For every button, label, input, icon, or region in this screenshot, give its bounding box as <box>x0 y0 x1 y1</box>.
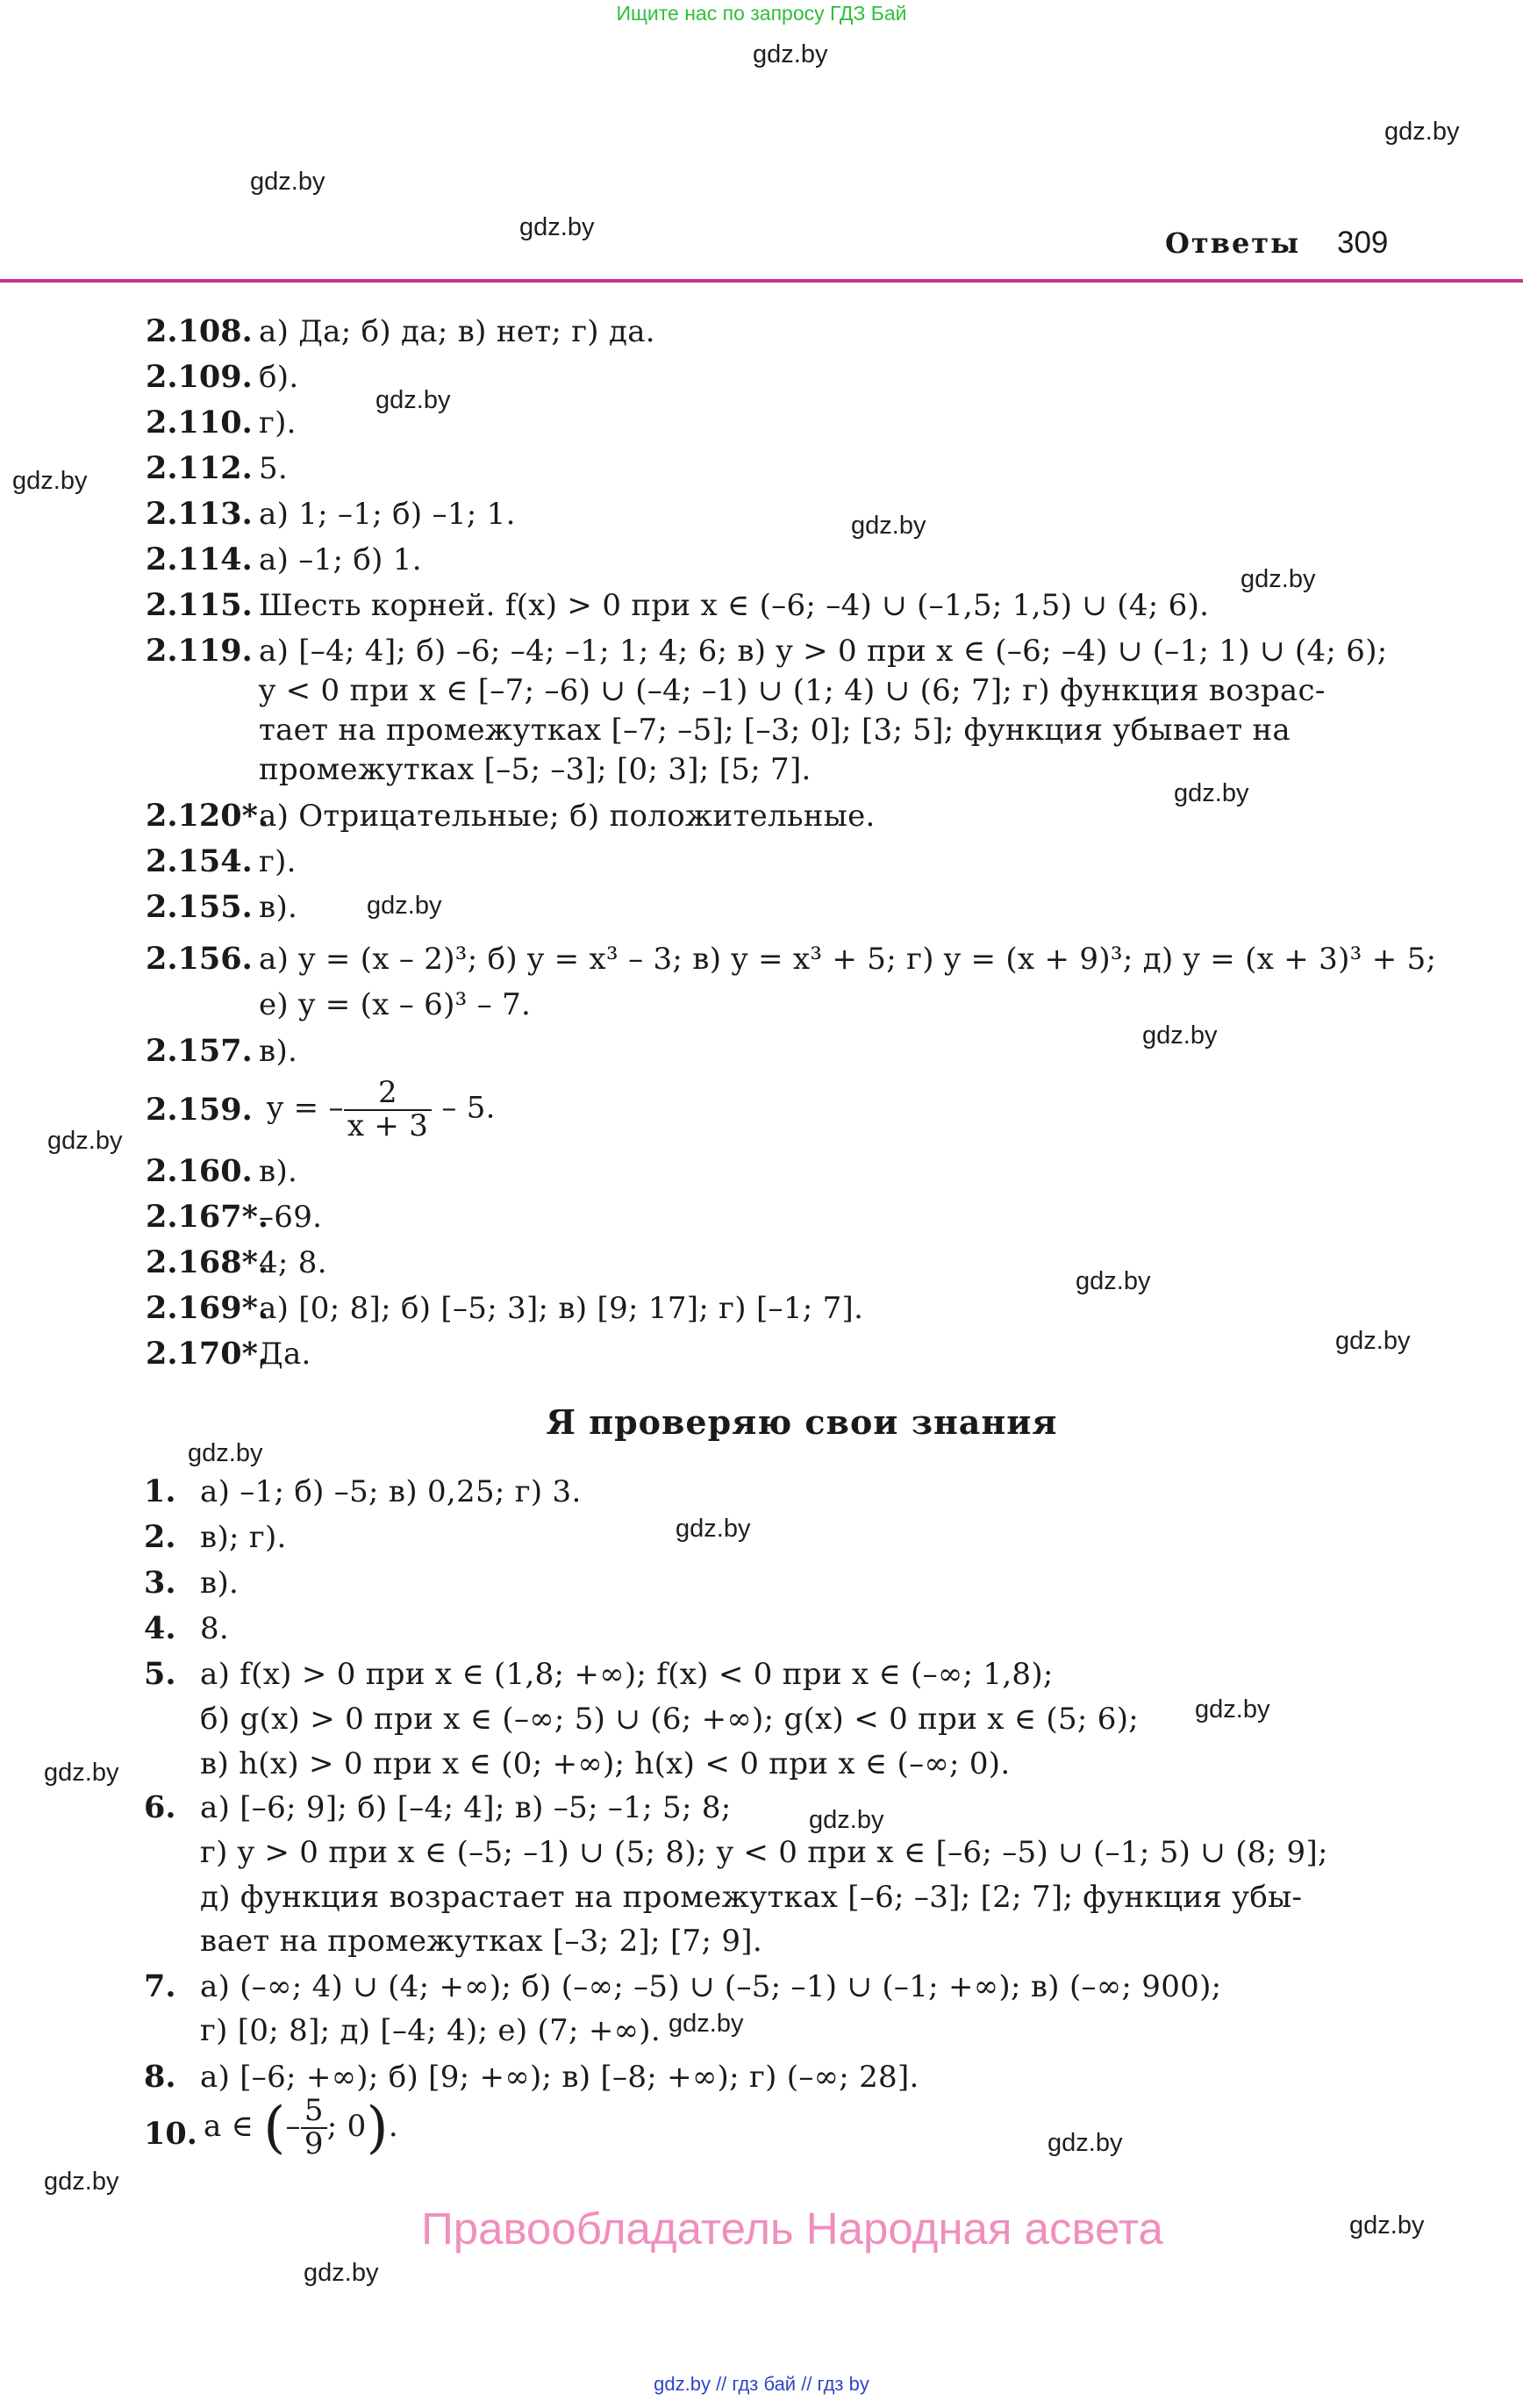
watermark: gdz.by <box>1195 1695 1270 1724</box>
check-text: б) g(x) > 0 при x ∈ (–∞; 5) ∪ (6; +∞); g(x) < 0 при x ∈ (5; 6); <box>200 1702 1140 1737</box>
copyright-owner: Правообладатель Народная асвета <box>421 2204 1163 2254</box>
check-number: 10. <box>144 2116 197 2152</box>
check-text: 8. <box>200 1611 230 1646</box>
answer-text: тает на промежутках [–7; –5]; [–3; 0]; [3; 5]; функция убывает на <box>259 713 1291 748</box>
answer-number: 2.154. <box>146 843 253 879</box>
search-banner: Ищите нас по запросу ГДЗ Бай <box>616 2 907 25</box>
answer-text: –69. <box>259 1200 323 1235</box>
answer-number: 2.159. <box>146 1092 253 1128</box>
fraction-numerator: 5 <box>301 2096 327 2129</box>
open-paren: ( <box>263 2096 286 2161</box>
header-divider <box>0 279 1523 283</box>
answer-number: 2.110. <box>146 405 253 441</box>
answer-text: а) –1; б) 1. <box>259 542 422 577</box>
answer-number: 2.160. <box>146 1153 253 1189</box>
watermark: gdz.by <box>851 512 926 540</box>
answer-text: а) y = (x – 2)³; б) y = x³ – 3; в) y = x³ + 5; г) y = (x + 9)³; д) y = (x + 3)³ + 5; <box>259 942 1437 977</box>
answer-number: 2.156. <box>146 941 253 977</box>
bottom-links[interactable]: gdz.by // гдз бай // гдз by <box>654 2373 869 2395</box>
answer-number: 2.168*. <box>146 1244 269 1280</box>
check-number: 3. <box>144 1565 176 1601</box>
fraction-numerator: 2 <box>344 1078 432 1111</box>
check-number: 5. <box>144 1656 176 1692</box>
watermark: gdz.by <box>12 467 88 495</box>
check-text: д) функция возрастает на промежутках [–6; –3]; [2; 7]; функция убы- <box>200 1880 1303 1915</box>
answer-number: 2.114. <box>146 541 253 577</box>
watermark: gdz.by <box>1076 1267 1151 1295</box>
watermark: gdz.by <box>44 2168 119 2196</box>
answer-text: а) [0; 8]; б) [–5; 3]; в) [9; 17]; г) [–1; 7]. <box>259 1291 864 1326</box>
watermark: gdz.by <box>809 1806 884 1834</box>
answer-number: 2.170*. <box>146 1336 269 1372</box>
answer-text: б). <box>259 360 299 395</box>
answer-number: 2.112. <box>146 450 253 486</box>
formula-suffix: – 5. <box>441 1090 496 1126</box>
close-paren: ) <box>366 2096 389 2161</box>
watermark: gdz.by <box>1048 2129 1123 2157</box>
watermark: gdz.by <box>753 40 828 68</box>
check-number: 6. <box>144 1789 176 1825</box>
answer-text: в). <box>259 1034 298 1069</box>
answer-number: 2.113. <box>146 496 253 532</box>
formula-prefix: a ∈ <box>204 2109 264 2144</box>
check-text: г) y > 0 при x ∈ (–5; –1) ∪ (5; 8); y < 0 при x ∈ [–6; –5) ∪ (–1; 5) ∪ (8; 9]; <box>200 1835 1328 1870</box>
answer-text: е) y = (x – 6)³ – 7. <box>259 987 532 1022</box>
watermark: gdz.by <box>669 2010 744 2038</box>
formula-prefix: y = – <box>267 1090 344 1126</box>
check-text: а) [–6; 9]; б) [–4; 4]; в) –5; –1; 5; 8; <box>200 1790 732 1825</box>
check-text: а) f(x) > 0 при x ∈ (1,8; +∞); f(x) < 0 при x ∈ (–∞; 1,8); <box>200 1657 1054 1692</box>
watermark: gdz.by <box>1142 1021 1218 1050</box>
check-number: 2. <box>144 1519 176 1555</box>
answer-text: Да. <box>259 1337 311 1372</box>
watermark: gdz.by <box>250 168 325 196</box>
watermark: gdz.by <box>375 386 451 414</box>
answer-text: в). <box>259 890 298 925</box>
check-text: в) h(x) > 0 при x ∈ (0; +∞); h(x) < 0 при x ∈ (–∞; 0). <box>200 1746 1011 1781</box>
watermark: gdz.by <box>1174 779 1249 807</box>
check-text: в). <box>200 1566 240 1601</box>
check-text: а) [–6; +∞); б) [9; +∞); в) [–8; +∞); г) (–∞; 28]. <box>200 2060 919 2095</box>
check-number: 8. <box>144 2059 176 2095</box>
answer-number: 2.155. <box>146 889 253 925</box>
watermark: gdz.by <box>367 892 442 920</box>
check-text: в); г). <box>200 1520 287 1555</box>
check-formula: a ∈ (– $\frac{5}{9}$ ; 0). <box>204 2093 398 2161</box>
page-section-title: Ответы <box>1165 226 1301 260</box>
answer-formula <box>267 1075 496 1143</box>
fraction <box>301 2093 327 2161</box>
answer-number: 2.119. <box>146 633 253 669</box>
watermark: gdz.by <box>304 2259 379 2287</box>
answer-text: г). <box>259 844 297 879</box>
watermark: gdz.by <box>1384 118 1460 146</box>
check-text: вает на промежутках [–3; 2]; [7; 9]. <box>200 1924 762 1959</box>
answer-number: 2.115. <box>146 587 253 623</box>
section-heading: Я проверяю свои знания <box>546 1402 1058 1442</box>
answer-text: 5. <box>259 451 289 486</box>
fraction-denominator: 9 <box>304 2126 324 2161</box>
page-number: 309 <box>1337 226 1389 260</box>
answer-text: Шесть корней. f(x) > 0 при x ∈ (–6; –4) ∪ (–1,5; 1,5) ∪ (4; 6). <box>259 588 1210 623</box>
check-text: г) [0; 8]; д) [–4; 4); е) (7; +∞). <box>200 2013 661 2048</box>
check-text: а) –1; б) –5; в) 0,25; г) 3. <box>200 1474 582 1509</box>
answer-number: 2.109. <box>146 359 253 395</box>
watermark: gdz.by <box>676 1515 751 1543</box>
answer-number: 2.120*. <box>146 798 269 834</box>
answer-number: 2.169*. <box>146 1290 269 1326</box>
answer-text: y < 0 при x ∈ [–7; –6) ∪ (–4; –1) ∪ (1; 4) ∪ (6; 7]; г) функция возрас- <box>259 673 1326 708</box>
answer-text: а) Отрицательные; б) положительные. <box>259 799 876 834</box>
answer-number: 2.108. <box>146 313 253 349</box>
check-text: а) (–∞; 4) ∪ (4; +∞); б) (–∞; –5) ∪ (–5; –1) ∪ (–1; +∞); в) (–∞; 900); <box>200 1969 1222 2004</box>
check-number: 1. <box>144 1473 176 1509</box>
watermark: gdz.by <box>44 1759 119 1787</box>
answer-number: 2.167*. <box>146 1199 269 1235</box>
answer-text: г). <box>259 405 297 441</box>
check-number: 7. <box>144 1968 176 2004</box>
answer-text: а) [–4; 4]; б) –6; –4; –1; 1; 4; 6; в) y > 0 при x ∈ (–6; –4) ∪ (–1; 1) ∪ (4; 6); <box>259 634 1388 669</box>
watermark: gdz.by <box>188 1439 263 1467</box>
fraction <box>344 1075 432 1143</box>
watermark: gdz.by <box>519 213 595 241</box>
check-number: 4. <box>144 1610 176 1646</box>
watermark: gdz.by <box>47 1127 123 1155</box>
fraction-denominator: x + 3 <box>347 1107 429 1143</box>
answer-text: в). <box>259 1154 298 1189</box>
formula-suffix: ; 0 <box>326 2109 367 2144</box>
answer-text: а) Да; б) да; в) нет; г) да. <box>259 314 655 349</box>
watermark: gdz.by <box>1349 2211 1425 2240</box>
answer-number: 2.157. <box>146 1033 253 1069</box>
answer-text: а) 1; –1; б) –1; 1. <box>259 497 516 532</box>
answer-text: промежутках [–5; –3]; [0; 3]; [5; 7]. <box>259 752 812 787</box>
watermark: gdz.by <box>1241 565 1316 593</box>
answer-text: 4; 8. <box>259 1245 327 1280</box>
watermark: gdz.by <box>1335 1327 1411 1355</box>
